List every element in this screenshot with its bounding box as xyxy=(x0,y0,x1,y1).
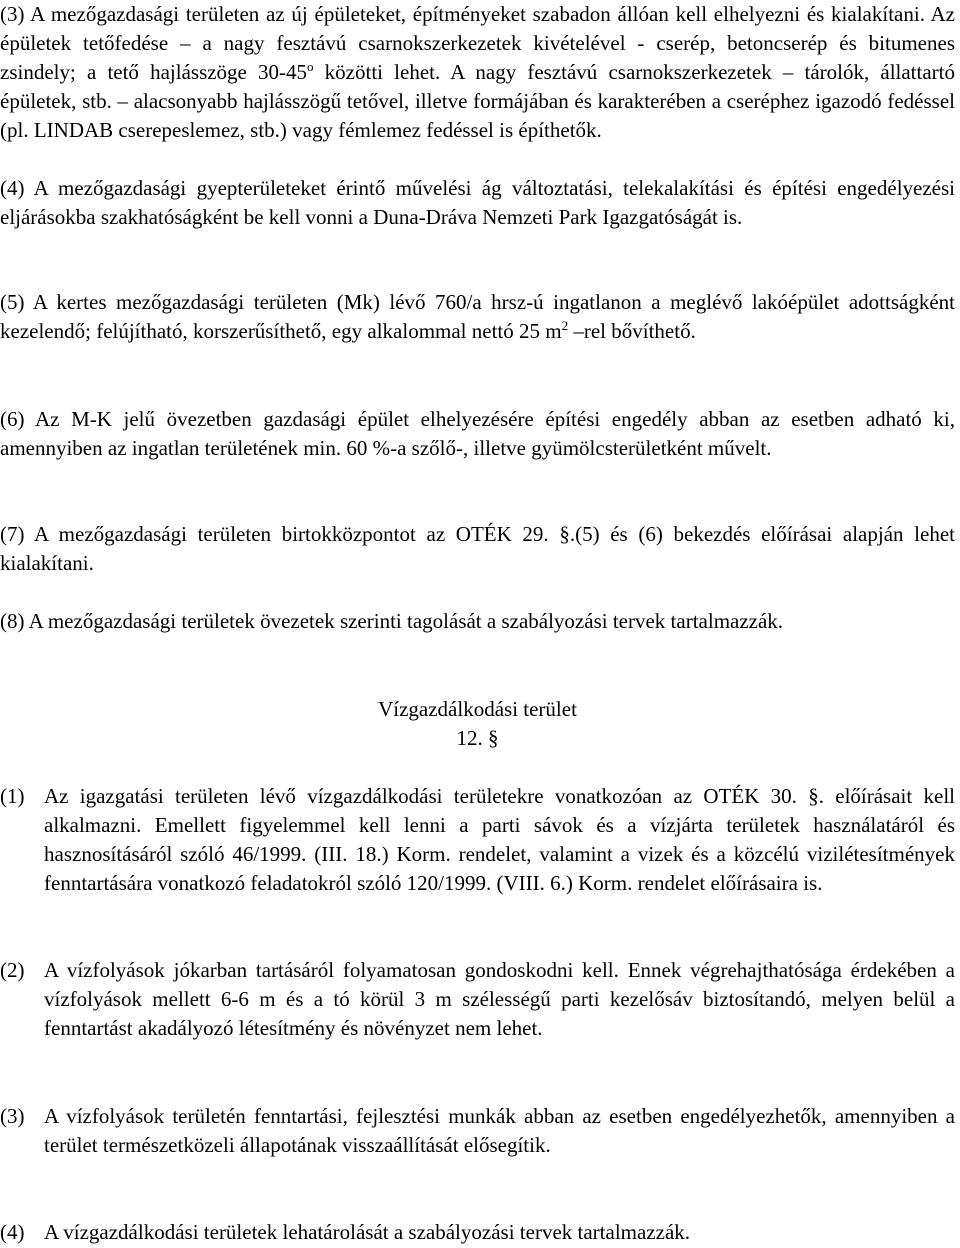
paragraph-number: (8) xyxy=(0,609,25,633)
paragraph-number: (3) xyxy=(0,1104,25,1128)
degree-superscript: o xyxy=(307,59,314,74)
paragraph-text: A mezőgazdasági területen birtokközpontot az OTÉK 29. §.(5) és (6) bekezdés előírásai alapján lehet kialakítani. xyxy=(0,522,955,575)
paragraph-text-cont: közötti lehet. A nagy fesztávú csarnokszerkezetek – tárolók, állattartó épületek, stb. – alacsonyabb hajlásszögű tetővel, illetve formájában és karakterében a cseréphez igazodó fedéssel (pl. LINDAB cserepeslemez, stb.) vagy fémlemez fedéssel is építhetők. xyxy=(0,60,956,142)
paragraph-text: A kertes mezőgazdasági területen (Mk) lévő 760/a hrsz-ú ingatlanon a meglévő lakóépület adottságként kezelendő; felújítható, korszerűsíthető, egy alkalommal nettó 25 m xyxy=(0,290,956,343)
paragraph-text: A mezőgazdasági gyepterületeket érintő művelési ág változtatási, telekalakítási és építési engedélyezési eljárásokba szakhatóságként be kell vonni a Duna-Dráva Nemzeti Park Igazgatóságát is. xyxy=(0,176,955,229)
paragraph-number: (4) xyxy=(0,176,25,200)
paragraph-12-1: Az igazgatási területen lévő vízgazdálkodási területekre vonatkozóan az OTÉK 30. §. előírásait kell alkalmazni. Emellett figyelemmel kell lenni a parti sávok és a vízjárta területek használatáról és hasznosításáról szóló 46/1999. (III. 18.) Korm. rendelet, valamint a vizek és a közcélú vizilétesítmények fenntartására vonatkozó feladatokról szóló 120/1999. (VIII. 6.) Korm. rendelet előírásaira is. xyxy=(44,784,955,895)
paragraph-11-3 xyxy=(0,0,955,145)
paragraph-11-8 xyxy=(0,607,955,636)
paragraph-11-4 xyxy=(0,174,955,232)
paragraph-number: (6) xyxy=(0,407,25,431)
paragraph-number: (3) xyxy=(0,2,25,26)
paragraph-number: (5) xyxy=(0,290,25,314)
section-number: 12. § xyxy=(456,726,499,750)
paragraph-11-6 xyxy=(0,405,955,463)
paragraph-text-cont: –rel bővíthető. xyxy=(568,319,696,343)
paragraph-12-3: A vízfolyások területén fenntartási, fejlesztési munkák abban az esetben engedélyezhetők, amennyiben a terület természetközeli állapotának visszaállítását elősegítik. xyxy=(44,1104,955,1157)
paragraph-text: Az M-K jelű övezetben gazdasági épület elhelyezésére építési engedély abban az esetben adható ki, amennyiben az ingatlan területének min. 60 %-a szőlő-, illetve gyümölcsterületként művelt. xyxy=(0,407,955,460)
paragraph-11-5 xyxy=(0,288,955,346)
paragraph-text: A mezőgazdasági területek övezetek szerinti tagolását a szabályozási tervek tartalmazzák. xyxy=(28,609,784,633)
paragraph-12-2: A vízfolyások jókarban tartásáról folyamatosan gondoskodni kell. Ennek végrehajthatósága érdekében a vízfolyások mellett 6-6 m és a tó körül 3 m szélességű parti kezelősáv biztosítandó, melyen belül a fenntartást akadályozó létesítmény és növényzet nem lehet. xyxy=(44,958,955,1040)
paragraph-number: (7) xyxy=(0,522,25,546)
paragraph-number: (4) xyxy=(0,1220,25,1244)
paragraph-number: (2) xyxy=(0,958,25,982)
paragraph-text: A mezőgazdasági területen az új épületeket, építményeket szabadon állóan kell elhelyezni és kialakítani. Az épületek tetőfedése – a nagy fesztávú csarnokszerkezetek kivételével - cserép, betoncserép és bitumenes zsindely; a tető hajlásszöge 30-45 xyxy=(0,2,956,84)
paragraph-number: (1) xyxy=(0,784,25,808)
paragraph-11-7 xyxy=(0,520,955,578)
paragraph-12-4: A vízgazdálkodási területek lehatárolását a szabályozási tervek tartalmazzák. xyxy=(44,1220,691,1244)
square-superscript: 2 xyxy=(561,318,569,333)
section-title: Vízgazdálkodási terület xyxy=(378,697,577,721)
